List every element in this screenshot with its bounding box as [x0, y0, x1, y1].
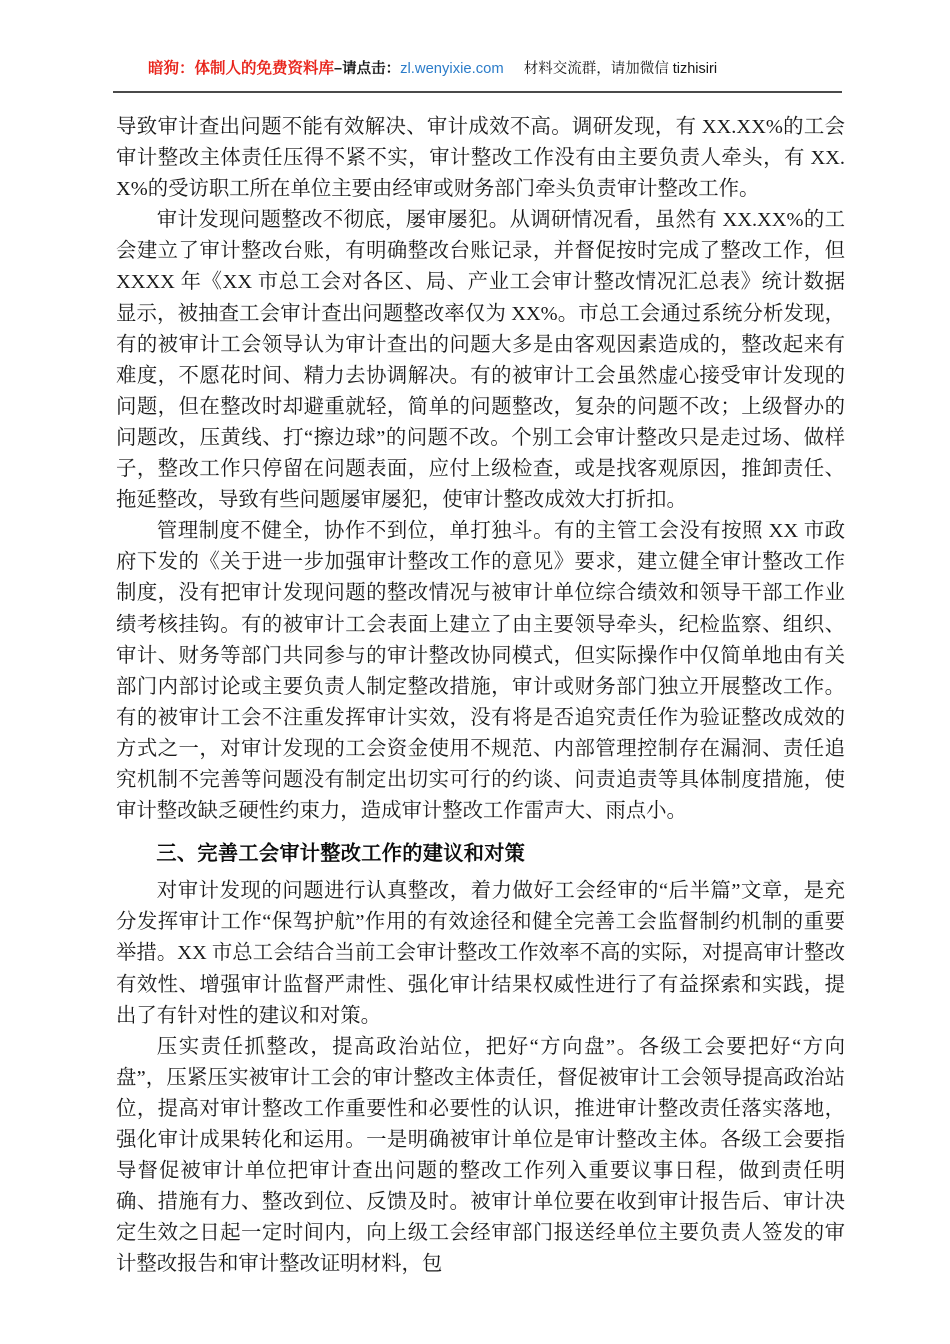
- promo-header-banner: [113, 58, 842, 80]
- header-divider-rule: [113, 91, 842, 93]
- document-body: [116, 112, 845, 1280]
- promo-click-prompt: –请点击：: [334, 61, 401, 77]
- paragraph-5: 压实责任抓整改，提高政治站位，把好“方向盘”。各级工会要把好“方向盘”，压紧压实被审计工会的审计整改主体责任，督促被审计工会领导提高政治站位，提高对审计整改工作重要性和必要性的认识，推进审计整改责任落实落地，强化审计成果转化和运用。一是明确被审计单位是审计整改主体。各级工会要指导督促被审计单位把审计查出问题的整改工作列入重要议事日程，做到责任明确、措施有力、整改到位、反馈及时。被审计单位要在收到审计报告后、审计决定生效之日起一定时间内，向上级工会经审部门报送经单位主要负责人签发的审计整改报告和审计整改证明材料，包: [116, 1035, 845, 1276]
- paragraph-3: 管理制度不健全，协作不到位，单打独斗。有的主管工会没有按照 XX 市政府下发的《关于进一步加强审计整改工作的意见》要求，建立健全审计整改工作制度，没有把审计发现问题的整改情况与被审计单位综合绩效和领导干部工作业绩考核挂钩。有的被审计工会表面上建立了由主要领导牵头，纪检监察、组织、审计、财务等部门共同参与的审计整改协同模式，但实际操作中仅简单地由有关部门内部讨论或主要负责人制定整改措施，审计或财务部门独立开展整改工作。有的被审计工会不注重发挥审计实效，没有将是否追究责任作为验证整改成效的方式之一，对审计发现的工会资金使用不规范、内部管理控制存在漏洞、责任追究机制不完善等问题没有制定出切实可行的约谈、问责追责等具体制度措施，使审计整改缺乏硬性约束力，造成审计整改工作雷声大、雨点小。: [116, 520, 845, 823]
- promo-site-link[interactable]: zl.wenyixie.com: [400, 61, 504, 77]
- promo-brand-text: 暗狗：体制人的免费资料库: [148, 60, 335, 77]
- promo-wechat-text: 材料交流群，请加微信 tizhisiri: [523, 61, 718, 77]
- promo-header-line: [113, 58, 842, 80]
- paragraph-2: 审计发现问题整改不彻底，屡审屡犯。从调研情况看，虽然有 XX.XX%的工会建立了审计整改台账，有明确整改台账记录，并督促按时完成了整改工作，但 XXXX 年《XX 市总工会对各区、局、产业工会审计整改情况汇总表》统计数据显示，被抽查工会审计查出问题整改率仅为 XX%。市总工会通过系统分析发现，有的被审计工会领导认为审计查出的问题大多是由客观因素造成的，整改起来有难度，不愿花时间、精力去协调解决。有的被审计工会虽然虚心接受审计发现的问题，但在整改时却避重就轻，简单的问题整改，复杂的问题不改；上级督办的问题改，压黄线、打“擦边球”的问题不改。个别工会审计整改只是走过场、做样子，整改工作只停留在问题表面，应付上级检查，或是找客观原因，推卸责任、拖延整改，导致有些问题屡审屡犯，使审计整改成效大打折扣。: [116, 209, 845, 512]
- paragraph-1: 导致审计查出问题不能有效解决、审计成效不高。调研发现，有 XX.XX%的工会审计整改主体责任压得不紧不实，审计整改工作没有由主要负责人牵头，有 XX.X%的受访职工所在单位主要由经审或财务部门牵头负责审计整改工作。: [116, 116, 845, 201]
- section-heading-three: 三、完善工会审计整改工作的建议和对策: [156, 843, 526, 866]
- paragraph-4: 对审计发现的问题进行认真整改，着力做好工会经审的“后半篇”文章，是充分发挥审计工作“保驾护航”作用的有效途径和健全完善工会监督制约机制的重要举措。XX 市总工会结合当前工会审计整改工作效率不高的实际，对提高审计整改有效性、增强审计监督严肃性、强化审计结果权威性进行了有益探索和实践，提出了有针对性的建议和对策。: [116, 880, 845, 1027]
